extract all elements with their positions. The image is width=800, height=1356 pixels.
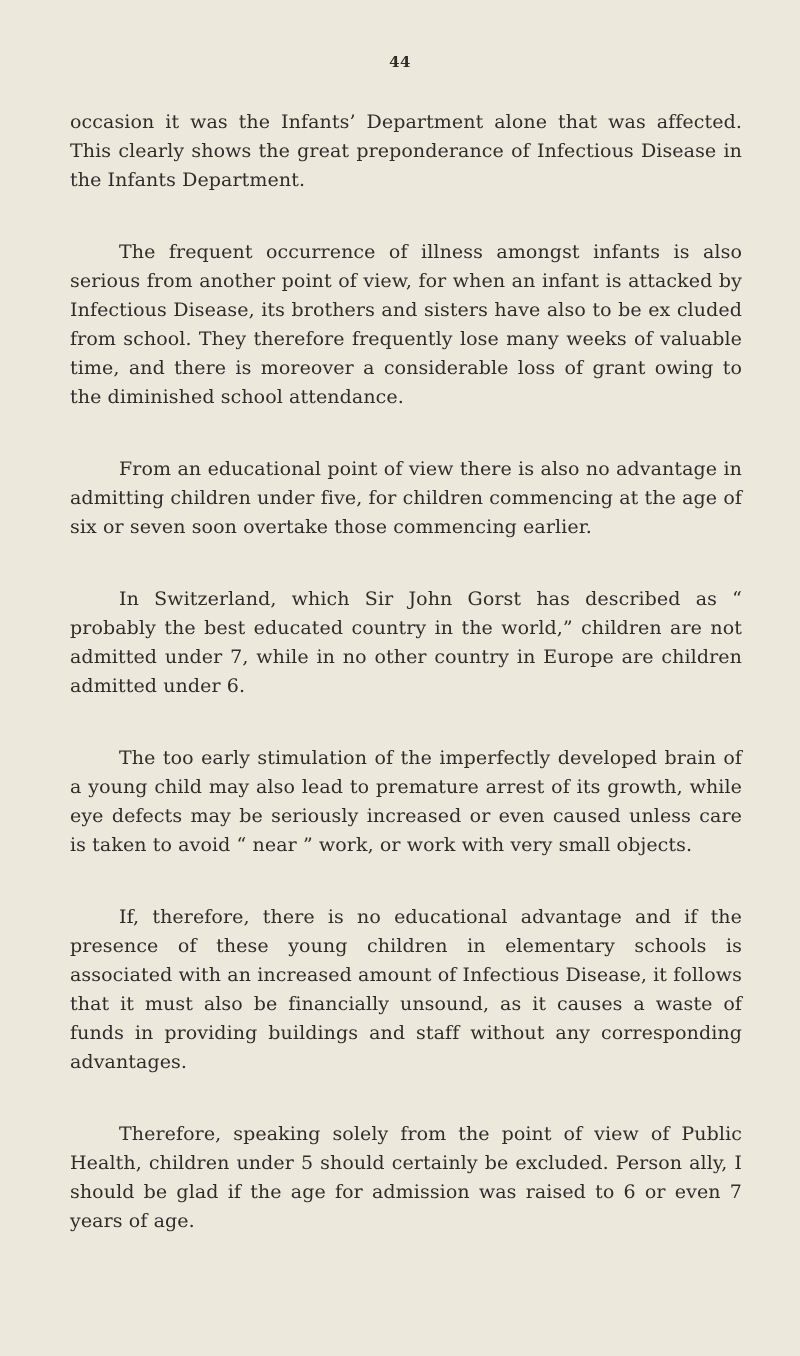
paragraph-conclusion: Therefore, speaking solely from the point of view of Public Health, children under 5 should certainly be excluded. Person ally, I should be glad if the age for admission was raised to 6 or even 7 years of age. bbox=[70, 1123, 742, 1232]
paragraph-switzerland: In Switzerland, which Sir John Gorst has described as “ probably the best educated country in the world,” children are not admitted under 7, while in no other country in Europe are children admitted under 6. bbox=[70, 588, 742, 697]
paragraph-educational-advantage: From an educational point of view there is also no advantage in admitting children under five, for children commencing at the age of six or seven soon overtake those commencing earlier. bbox=[70, 458, 742, 538]
paragraph-financial-soundness: If, therefore, there is no educational advantage and if the presence of these young children in elementary schools is associated with an increased amount of Infectious Disease, it follows that it must also be financially unsound, as it causes a waste of funds in providing buildings and staff without any corresponding advantages. bbox=[70, 906, 742, 1073]
paragraph-continuation: occasion it was the Infants’ Department alone that was affected. This clearly shows the great preponderance of Infectious Disease in the Infants Department. bbox=[70, 111, 742, 191]
body-text bbox=[70, 108, 742, 1236]
paragraph-illness-among-infants: The frequent occurrence of illness amongst infants is also serious from another point of view, for when an infant is attacked by Infectious Disease, its brothers and sisters have also to be ex cluded from school. They therefore frequently lose many weeks of valuable time, and there is moreover a considerable loss of grant owing to the diminished school attendance. bbox=[70, 241, 742, 408]
page-number: 44 bbox=[389, 53, 411, 71]
paragraph-early-stimulation: The too early stimulation of the imperfectly developed brain of a young child may also lead to premature arrest of its growth, while eye defects may be seriously increased or even caused unless care is taken to avoid “ near ” work, or work with very small objects. bbox=[70, 747, 742, 856]
